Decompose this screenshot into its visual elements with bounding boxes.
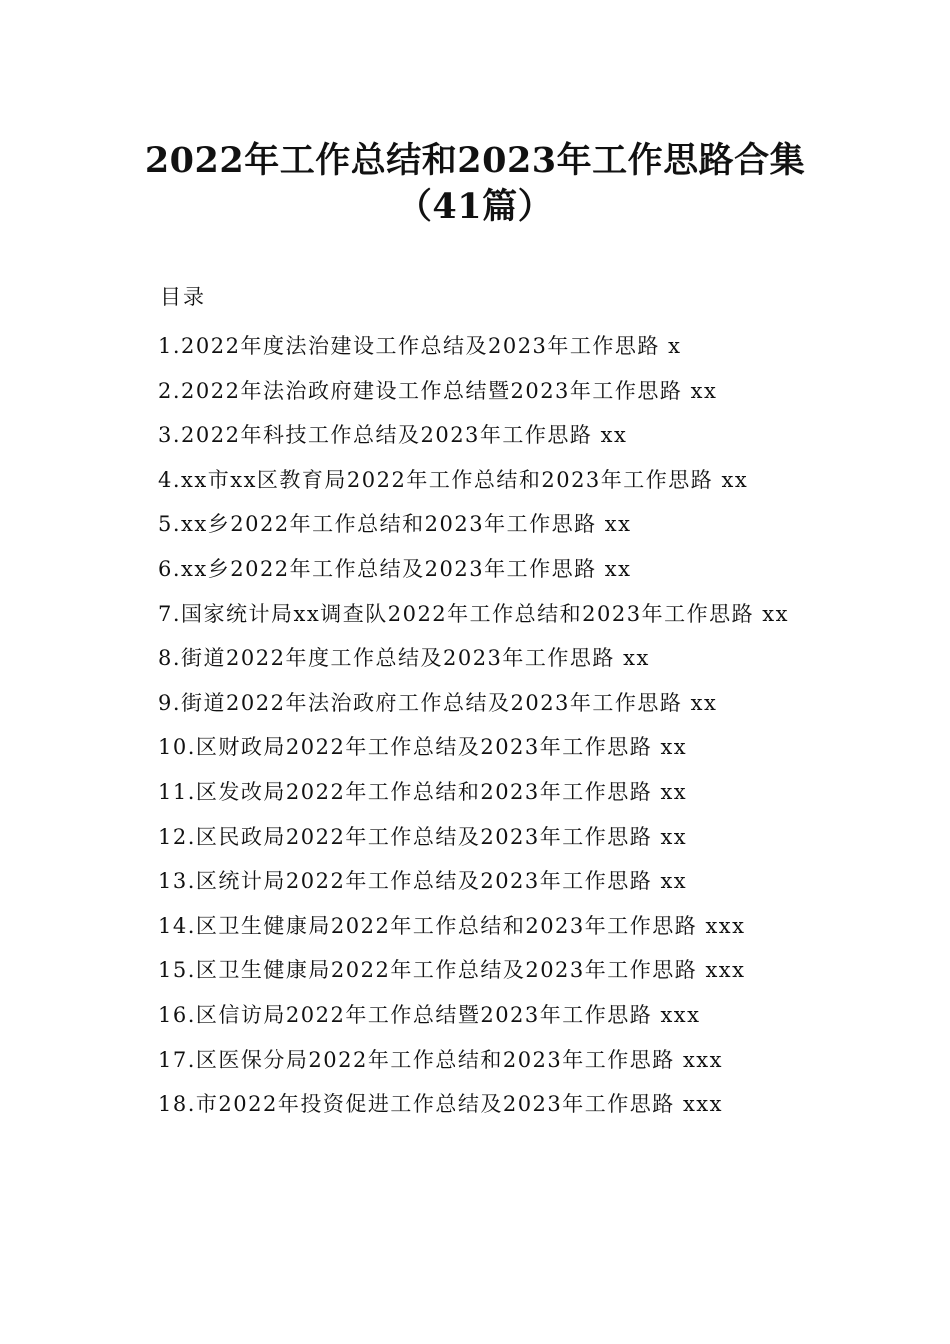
toc-item: 8.街道2022年度工作总结及2023年工作思路 xx: [158, 646, 650, 671]
toc-item: 4.xx市xx区教育局2022年工作总结和2023年工作思路 xx: [158, 467, 749, 492]
table-of-contents: [118, 324, 832, 1127]
toc-item: 16.区信访局2022年工作总结暨2023年工作思路 xxx: [158, 1002, 701, 1027]
toc-item: 7.国家统计局xx调查队2022年工作总结和2023年工作思路 xx: [158, 601, 789, 626]
toc-item: 14.区卫生健康局2022年工作总结和2023年工作思路 xxx: [158, 913, 746, 938]
toc-heading: 目录: [160, 285, 206, 309]
toc-item: 13.区统计局2022年工作总结及2023年工作思路 xx: [158, 869, 688, 894]
toc-item: 6.xx乡2022年工作总结及2023年工作思路 xx: [158, 556, 632, 581]
toc-item: 11.区发改局2022年工作总结和2023年工作思路 xx: [158, 779, 688, 804]
toc-item: 2.2022年法治政府建设工作总结暨2023年工作思路 xx: [158, 378, 718, 403]
toc-item: 10.区财政局2022年工作总结及2023年工作思路 xx: [158, 735, 688, 760]
toc-item: 9.街道2022年法治政府工作总结及2023年工作思路 xx: [158, 690, 718, 715]
toc-item: 1.2022年度法治建设工作总结及2023年工作思路 x: [158, 334, 682, 358]
toc-item: 3.2022年科技工作总结及2023年工作思路 xx: [158, 423, 628, 448]
toc-item: 5.xx乡2022年工作总结和2023年工作思路 xx: [158, 512, 632, 537]
toc-item: 17.区医保分局2022年工作总结和2023年工作思路 xxx: [158, 1047, 723, 1072]
toc-item: 15.区卫生健康局2022年工作总结及2023年工作思路 xxx: [158, 958, 746, 983]
toc-item: 12.区民政局2022年工作总结及2023年工作思路 xx: [158, 824, 688, 849]
toc-item: 18.市2022年投资促进工作总结及2023年工作思路 xxx: [158, 1092, 723, 1117]
document-title: 2022年工作总结和2023年工作思路合集（41篇）: [144, 140, 806, 227]
